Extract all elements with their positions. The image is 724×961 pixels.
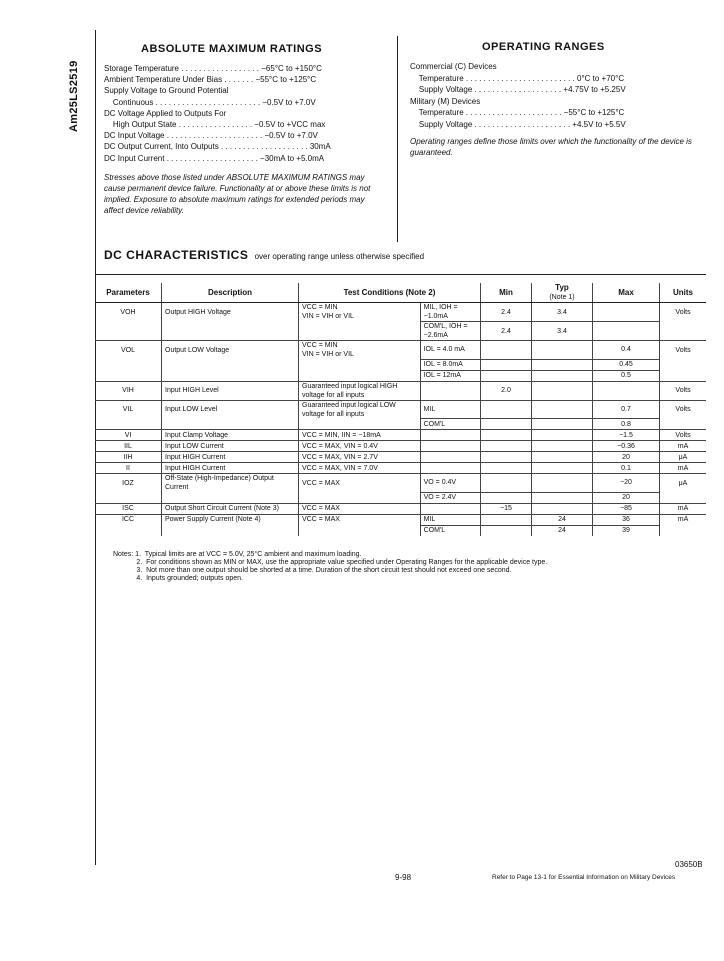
typ-cell bbox=[532, 452, 593, 463]
operating-ranges-note: Operating ranges define those limits over which the functionality of the device is guaranteed. bbox=[410, 137, 692, 157]
min-cell bbox=[481, 430, 532, 441]
table-row bbox=[95, 359, 706, 370]
header-min: Min bbox=[481, 283, 532, 303]
param-cell: ISC bbox=[95, 503, 162, 514]
absolute-max-note: Stresses above those listed under ABSOLUTE MAXIMUM RATINGS may cause permanent device failure. Functionality at or above these limits is not implied. Exposure to absolute maximum ratings for extended periods may affect device reliability. bbox=[104, 173, 371, 215]
condition-cell bbox=[299, 492, 421, 503]
units-cell: Volts bbox=[660, 303, 707, 322]
part-number-text: Am25LS2519 bbox=[68, 60, 80, 132]
table-top-rule bbox=[95, 274, 706, 275]
table-row bbox=[95, 474, 706, 493]
doc-code: 03650B bbox=[675, 860, 703, 869]
subcondition-cell: COM'L bbox=[420, 419, 480, 430]
typ-cell bbox=[532, 381, 593, 400]
min-cell bbox=[481, 370, 532, 381]
subcondition-cell: VO = 0.4V bbox=[420, 474, 480, 493]
condition-cell: VCC = MIN VIN = VIH or VIL bbox=[299, 341, 421, 360]
max-cell: −85 bbox=[593, 503, 660, 514]
param-cell bbox=[95, 492, 162, 503]
typ-cell bbox=[532, 492, 593, 503]
subcondition-cell bbox=[420, 463, 480, 474]
subcondition-cell bbox=[420, 503, 480, 514]
typ-cell bbox=[532, 359, 593, 370]
units-cell bbox=[660, 322, 707, 341]
dc-characteristics-table bbox=[95, 283, 706, 536]
absolute-max-title: ABSOLUTE MAXIMUM RATINGS bbox=[141, 43, 323, 55]
units-cell: μA bbox=[660, 452, 707, 463]
subcondition-cell: COM'L, IOH = −2.6mA bbox=[420, 322, 480, 341]
table-row bbox=[95, 370, 706, 381]
units-cell: Volts bbox=[660, 381, 707, 400]
table-row bbox=[95, 303, 706, 322]
min-cell bbox=[481, 514, 532, 525]
min-cell: 2.4 bbox=[481, 322, 532, 341]
max-cell: 0.7 bbox=[593, 400, 660, 419]
units-cell: mA bbox=[660, 503, 707, 514]
typ-cell: 3.4 bbox=[532, 322, 593, 341]
max-cell: 39 bbox=[593, 525, 660, 536]
description-cell: Input HIGH Level bbox=[162, 381, 299, 400]
param-cell: IIL bbox=[95, 441, 162, 452]
operating-line: Temperature . . . . . . . . . . . . . . . . . . . . . . . . . 0°C to +70°C bbox=[410, 73, 625, 83]
subcondition-cell: VO = 2.4V bbox=[420, 492, 480, 503]
operating-line: Supply Voltage . . . . . . . . . . . . . . . . . . . . . . +4.5V to +5.5V bbox=[410, 119, 626, 129]
max-cell: 0.8 bbox=[593, 419, 660, 430]
min-cell: 2.0 bbox=[481, 381, 532, 400]
description-cell: Input LOW Level bbox=[162, 400, 299, 419]
subcondition-cell bbox=[420, 441, 480, 452]
military-ref: Refer to Page 13-1 for Essential Information on Military Devices bbox=[492, 874, 676, 881]
condition-cell: VCC = MAX, VIN = 7.0V bbox=[299, 463, 421, 474]
header-conditions: Test Conditions (Note 2) bbox=[299, 283, 481, 303]
units-cell bbox=[660, 359, 707, 370]
note-3: 3. Not more than one output should be shorted at a time. Duration of the short circuit test should not exceed one second. bbox=[113, 567, 512, 574]
min-cell bbox=[481, 359, 532, 370]
condition-cell: VCC = MAX bbox=[299, 503, 421, 514]
table-row bbox=[95, 452, 706, 463]
condition-cell bbox=[299, 525, 421, 536]
header-typ bbox=[532, 283, 593, 303]
absolute-max-line: DC Input Current . . . . . . . . . . . . . . . . . . . . . −30mA to +5.0mA bbox=[104, 153, 325, 163]
absolute-max-line: Storage Temperature . . . . . . . . . . . . . . . . . . −65°C to +150°C bbox=[104, 64, 322, 73]
min-cell bbox=[481, 400, 532, 419]
table-row bbox=[95, 419, 706, 430]
param-cell: VIH bbox=[95, 381, 162, 400]
typ-cell bbox=[532, 419, 593, 430]
param-cell: IOZ bbox=[95, 474, 162, 493]
condition-cell: VCC = MAX bbox=[299, 514, 421, 525]
description-cell: Output LOW Voltage bbox=[162, 341, 299, 360]
min-cell bbox=[481, 525, 532, 536]
units-cell: μA bbox=[660, 474, 707, 493]
max-cell: 0.4 bbox=[593, 341, 660, 360]
condition-cell bbox=[299, 419, 421, 430]
typ-cell bbox=[532, 463, 593, 474]
header-description: Description bbox=[162, 283, 299, 303]
subcondition-cell: MIL bbox=[420, 514, 480, 525]
typ-cell: 24 bbox=[532, 514, 593, 525]
param-cell bbox=[95, 525, 162, 536]
subcondition-cell: IOL = 8.0mA bbox=[420, 359, 480, 370]
header-units: Units bbox=[660, 283, 707, 303]
condition-cell: VCC = MIN, IIN = −18mA bbox=[299, 430, 421, 441]
typ-cell bbox=[532, 503, 593, 514]
absolute-max-line: High Output State . . . . . . . . . . . . . . . . . −0.5V to +VCC max bbox=[104, 120, 326, 129]
description-cell: Off-State (High-Impedance) Output Current bbox=[162, 474, 299, 493]
condition-cell: VCC = MAX bbox=[299, 474, 421, 493]
header-typ-note: (Note 1) bbox=[549, 294, 575, 301]
subcondition-cell bbox=[420, 381, 480, 400]
operating-line: Commercial (C) Devices bbox=[410, 62, 497, 71]
units-cell bbox=[660, 370, 707, 381]
table-row bbox=[95, 400, 706, 419]
max-cell: 0.45 bbox=[593, 359, 660, 370]
max-cell: −0.36 bbox=[593, 441, 660, 452]
description-cell: Input Clamp Voltage bbox=[162, 430, 299, 441]
description-cell: Output HIGH Voltage bbox=[162, 303, 299, 322]
param-cell bbox=[95, 370, 162, 381]
min-cell bbox=[481, 341, 532, 360]
header-max: Max bbox=[593, 283, 660, 303]
typ-cell bbox=[532, 370, 593, 381]
part-number-vertical bbox=[62, 24, 90, 134]
param-cell: II bbox=[95, 463, 162, 474]
table-row bbox=[95, 463, 706, 474]
subcondition-cell: IOL = 12mA bbox=[420, 370, 480, 381]
max-cell: 36 bbox=[593, 514, 660, 525]
description-cell bbox=[162, 322, 299, 341]
table-header-row bbox=[95, 283, 706, 303]
operating-line: Supply Voltage . . . . . . . . . . . . . . . . . . . . +4.75V to +5.25V bbox=[410, 85, 626, 94]
subcondition-cell: COM'L bbox=[420, 525, 480, 536]
subcondition-cell: MIL bbox=[420, 400, 480, 419]
table-notes bbox=[113, 551, 547, 583]
page-number: 9-98 bbox=[395, 873, 412, 882]
min-cell bbox=[481, 492, 532, 503]
table-body bbox=[95, 303, 706, 536]
header-parameters: Parameters bbox=[95, 283, 162, 303]
header-typ-label: Typ bbox=[555, 283, 569, 292]
description-cell bbox=[162, 419, 299, 430]
description-cell: Input HIGH Current bbox=[162, 463, 299, 474]
absolute-max-line: Ambient Temperature Under Bias . . . . . . . −55°C to +125°C bbox=[104, 75, 317, 85]
max-cell bbox=[593, 381, 660, 400]
max-cell: 0.5 bbox=[593, 370, 660, 381]
typ-cell: 3.4 bbox=[532, 303, 593, 322]
param-cell bbox=[95, 359, 162, 370]
max-cell: 20 bbox=[593, 492, 660, 503]
description-cell: Input LOW Current bbox=[162, 441, 299, 452]
table-row bbox=[95, 322, 706, 341]
description-cell bbox=[162, 370, 299, 381]
table-row bbox=[95, 341, 706, 360]
param-cell bbox=[95, 322, 162, 341]
typ-cell bbox=[532, 430, 593, 441]
param-cell: VOL bbox=[95, 341, 162, 360]
param-cell: VOH bbox=[95, 303, 162, 322]
description-cell: Output Short Circuit Current (Note 3) bbox=[162, 503, 299, 514]
table-row bbox=[95, 381, 706, 400]
description-cell bbox=[162, 492, 299, 503]
min-cell bbox=[481, 441, 532, 452]
typ-cell bbox=[532, 341, 593, 360]
typ-cell bbox=[532, 474, 593, 493]
condition-cell: VCC = MAX, VIN = 2.7V bbox=[299, 452, 421, 463]
min-cell: 2.4 bbox=[481, 303, 532, 322]
absolute-max-line: DC Output Current, Into Outputs . . . . . . . . . . . . . . . . . . . . 30mA bbox=[104, 142, 331, 152]
units-cell: Volts bbox=[660, 400, 707, 419]
condition-cell bbox=[299, 322, 421, 341]
param-cell bbox=[95, 419, 162, 430]
table-row bbox=[95, 503, 706, 514]
typ-cell bbox=[532, 441, 593, 452]
absolute-max-line: Supply Voltage to Ground Potential bbox=[104, 86, 229, 96]
units-cell: mA bbox=[660, 463, 707, 474]
condition-cell bbox=[299, 359, 421, 370]
condition-cell: Guaranteed input logical HIGH voltage for all inputs bbox=[299, 381, 421, 400]
note-2: 2. For conditions shown as MIN or MAX, use the appropriate value specified under Operating Ranges for the applicable device type. bbox=[113, 559, 548, 566]
max-cell: 20 bbox=[593, 452, 660, 463]
operating-ranges-title: OPERATING RANGES bbox=[482, 41, 605, 53]
units-cell: mA bbox=[660, 514, 707, 525]
param-cell: VI bbox=[95, 430, 162, 441]
max-cell: −20 bbox=[593, 474, 660, 493]
dc-title: DC CHARACTERISTICS bbox=[104, 248, 249, 262]
min-cell bbox=[481, 474, 532, 493]
subcondition-cell bbox=[420, 452, 480, 463]
units-cell bbox=[660, 492, 707, 503]
condition-cell: Guaranteed input logical LOW voltage for all inputs bbox=[299, 400, 421, 419]
min-cell bbox=[481, 452, 532, 463]
condition-cell bbox=[299, 370, 421, 381]
min-cell bbox=[481, 419, 532, 430]
units-cell: Volts bbox=[660, 430, 707, 441]
min-cell bbox=[481, 463, 532, 474]
param-cell: VIL bbox=[95, 400, 162, 419]
description-cell bbox=[162, 359, 299, 370]
param-cell: IIH bbox=[95, 452, 162, 463]
dc-subtitle: over operating range unless otherwise specified bbox=[254, 252, 425, 261]
dc-heading bbox=[104, 248, 424, 262]
note-1: Notes: 1. Typical limits are at VCC = 5.0V, 25°C ambient and maximum loading. bbox=[113, 551, 362, 558]
subcondition-cell: MIL, IOH = −1.0mA bbox=[420, 303, 480, 322]
max-cell: 0.1 bbox=[593, 463, 660, 474]
units-cell: mA bbox=[660, 441, 707, 452]
table-row bbox=[95, 441, 706, 452]
section-divider bbox=[397, 36, 398, 242]
description-cell bbox=[162, 525, 299, 536]
table-row bbox=[95, 430, 706, 441]
description-cell: Input HIGH Current bbox=[162, 452, 299, 463]
note-4: 4. Inputs grounded; outputs open. bbox=[113, 575, 243, 582]
max-cell: −1.5 bbox=[593, 430, 660, 441]
table-row bbox=[95, 514, 706, 525]
table-row bbox=[95, 525, 706, 536]
condition-cell: VCC = MIN VIN = VIH or VIL bbox=[299, 303, 421, 322]
operating-line: Temperature . . . . . . . . . . . . . . . . . . . . . . −55°C to +125°C bbox=[410, 108, 625, 117]
param-cell: ICC bbox=[95, 514, 162, 525]
units-cell bbox=[660, 419, 707, 430]
typ-cell: 24 bbox=[532, 525, 593, 536]
subcondition-cell: IOL = 4.0 mA bbox=[420, 341, 480, 360]
max-cell bbox=[593, 303, 660, 322]
operating-line: Military (M) Devices bbox=[410, 96, 481, 106]
absolute-max-line: Continuous . . . . . . . . . . . . . . . . . . . . . . . . −0.5V to +7.0V bbox=[104, 97, 316, 107]
absolute-max-line: DC Input Voltage . . . . . . . . . . . . . . . . . . . . . . −0.5V to +7.0V bbox=[104, 131, 318, 141]
min-cell: −15 bbox=[481, 503, 532, 514]
table-row bbox=[95, 492, 706, 503]
units-cell: Volts bbox=[660, 341, 707, 360]
units-cell bbox=[660, 525, 707, 536]
description-cell: Power Supply Current (Note 4) bbox=[162, 514, 299, 525]
subcondition-cell bbox=[420, 430, 480, 441]
condition-cell: VCC = MAX, VIN = 0.4V bbox=[299, 441, 421, 452]
absolute-max-line: DC Voltage Applied to Outputs For bbox=[104, 108, 227, 118]
typ-cell bbox=[532, 400, 593, 419]
max-cell bbox=[593, 322, 660, 341]
